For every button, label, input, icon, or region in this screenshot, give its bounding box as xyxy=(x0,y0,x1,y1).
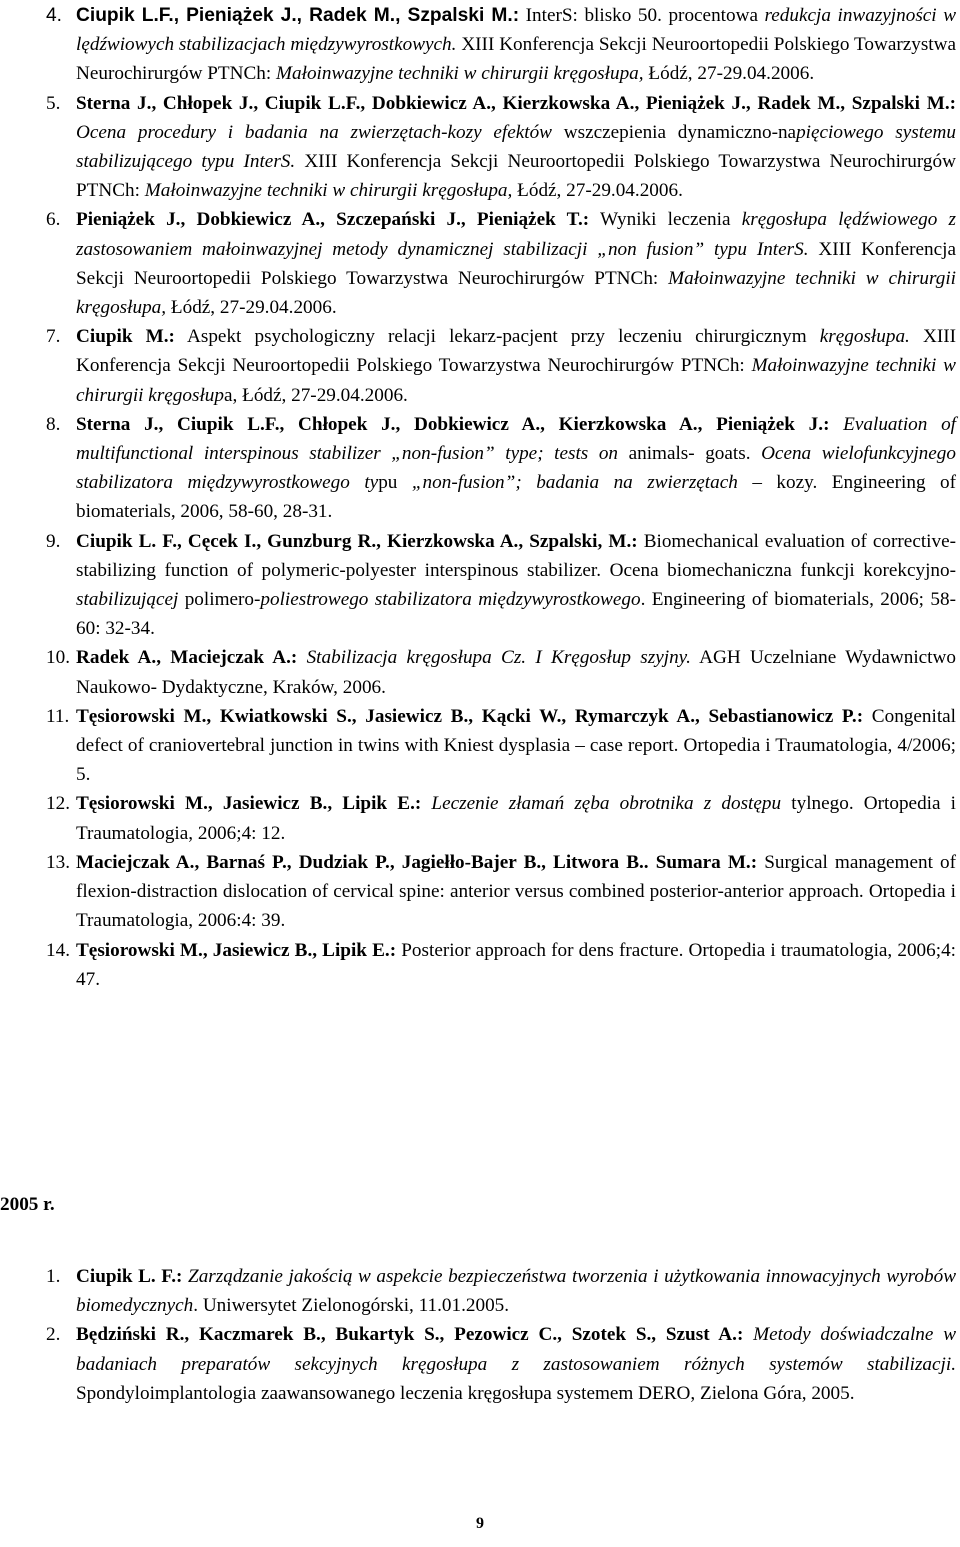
reference-text: Posterior approach for dens fracture. Ortopedia i traumatologia, 2006;4: 47. xyxy=(76,939,956,990)
reference-text: . Engineering of biomaterials, 2006; 58-60: 32-34. xyxy=(76,589,956,640)
reference-authors: Ciupik L. F.: xyxy=(76,1266,183,1287)
reference-number: 14. xyxy=(46,939,70,961)
reference-text: polimero- xyxy=(178,589,261,611)
reference-text: pu xyxy=(378,472,412,494)
reference-item xyxy=(0,936,960,994)
reference-number: 13. xyxy=(46,851,70,873)
reference-item xyxy=(0,1,960,89)
reference-text: Aspekt psychologiczny relacji lekarz-pacjent przy leczeniu chirurgicznym xyxy=(174,326,820,348)
reference-number: 7. xyxy=(46,326,61,348)
reference-text: poliestrowego stabilizatora międzywyrostkowego xyxy=(260,589,641,611)
reference-authors: Radek A., Maciejczak A.: xyxy=(76,647,298,669)
reference-list-2005 xyxy=(0,1262,960,1408)
reference-text: XIII Konferencja Sekcji Neuroortopedii Polskiego Towarzystwa Neurochirurgów PTNCh: xyxy=(76,151,956,202)
reference-number: 8. xyxy=(46,413,61,435)
reference-authors: Ciupik M.: xyxy=(76,326,175,348)
reference-text: pięciowego systemu stabilizującego typu InterS. xyxy=(76,121,956,173)
reference-text: . Uniwersytet Zielonogórski, 11.01.2005. xyxy=(193,1295,510,1317)
reference-item xyxy=(0,643,960,701)
reference-authors: Maciejczak A., Barnaś P., Dudziak P., Jagiełło-Bajer B., Litwora B.. Sumara M.: xyxy=(76,851,758,873)
reference-number: 5. xyxy=(46,92,61,114)
reference-text: Łódź, 27-29.04.2006. xyxy=(643,63,815,85)
reference-text: XIII Konferencja Sekcji Neuroortopedii Polskiego Towarzystwa Neurochirurgów PTNCh: xyxy=(76,238,956,289)
reference-text: Congenital defect of craniovertebral junction in twins with Kniest dysplasia – case report. Ortopedia i Traumatologia, 4/2006; 5. xyxy=(76,705,956,786)
reference-text: animals- goats. xyxy=(618,443,762,465)
reference-text: „non-fusion”; badania na zwierzętach xyxy=(411,472,738,494)
reference-text: Leczenie złamań zęba obrotnika z dostępu xyxy=(421,793,782,815)
reference-item xyxy=(0,702,960,790)
reference-text: AGH Uczelniane Wydawnictwo Naukowo- Dydaktyczne, Kraków, 2006. xyxy=(76,647,956,698)
reference-authors: Sterna J., Ciupik L.F., Chłopek J., Dobkiewicz A., Kierzkowska A., Pieniążek J.: xyxy=(76,413,830,435)
reference-authors: Tęsiorowski M., Jasiewicz B., Lipik E.: xyxy=(76,793,422,815)
reference-number: 2. xyxy=(46,1324,61,1346)
reference-item xyxy=(0,848,960,936)
reference-text: XIII Konferencja Sekcji Neuroortopedii Polskiego Towarzystwa Neurochirurgów PTNCh: xyxy=(76,34,957,85)
reference-text: a, Łódź, 27-29.04.2006. xyxy=(223,384,408,406)
reference-text: Łódź, 27-29.04.2006. xyxy=(512,180,683,202)
reference-number: 6. xyxy=(46,209,61,231)
reference-item xyxy=(0,89,960,206)
reference-text: Spondyloimplantologia zaawansowanego leczenia kręgosłupa systemem DERO, Zielona Góra, 2005. xyxy=(76,1382,855,1404)
reference-item xyxy=(0,1320,960,1408)
reference-item xyxy=(0,527,960,644)
reference-text: Stabilizacja kręgosłupa Cz. I Kręgosłup szyjny. xyxy=(297,647,691,669)
reference-item xyxy=(0,789,960,847)
reference-text: kręgosłupa. xyxy=(819,326,910,348)
reference-authors: Tęsiorowski M., Jasiewicz B., Lipik E.: xyxy=(76,939,397,961)
reference-text: Ocena wielofunkcyjnego stabilizatora międzywyrostkowego ty xyxy=(76,443,956,494)
reference-number: 10. xyxy=(46,647,70,669)
reference-list-2006 xyxy=(0,1,960,994)
reference-text: tylnego. Ortopedia i Traumatologia, 2006;4: 12. xyxy=(76,793,957,844)
reference-text: Małoinwazyjne techniki w chirurgii kręgosłupa, xyxy=(144,180,513,202)
reference-authors: Ciupik L.F., Pieniążek J., Radek M., Szpalski M.: xyxy=(76,5,520,26)
reference-item xyxy=(0,205,960,322)
reference-authors: Tęsiorowski M., Kwiatkowski S., Jasiewicz B., Kącki W., Rymarczyk A., Sebastianowicz P.: xyxy=(76,705,864,727)
reference-number: 11. xyxy=(46,705,70,727)
reference-text: Małoinwazyjne techniki w chirurgii kręgosłup xyxy=(76,355,956,406)
reference-authors: Będziński R., Kaczmarek B., Bukartyk S., Pezowicz C., Szotek S., Szust A.: xyxy=(76,1324,744,1346)
reference-number: 12. xyxy=(46,793,70,815)
reference-text: – kozy. Engineering of biomaterials, 2006, 58-60, 28-31. xyxy=(76,472,957,523)
reference-text: Małoinwazyjne techniki w chirurgii kręgosłupa, xyxy=(76,267,956,319)
reference-number: 9. xyxy=(46,530,61,552)
reference-text: Małoinwazyjne techniki w chirurgii kręgosłupa, xyxy=(276,63,644,85)
reference-text: XIII Konferencja Sekcji Neuroortopedii Polskiego Towarzystwa Neurochirurgów PTNCh: xyxy=(76,326,956,377)
reference-text: wszczepienia dynamiczno-na xyxy=(563,121,797,143)
reference-text: Zarządzanie jakością w aspekcie bezpieczeństwa tworzenia i użytkowania innowacyjnych wyrobów biomedycznych xyxy=(76,1266,956,1317)
reference-text: Evaluation of multifunctional interspinous stabilizer „non-fusion” type; tests on xyxy=(76,413,957,465)
reference-text: redukcja inwazyjności w lędźwiowych stabilizacjach międzywyrostkowych. xyxy=(76,5,956,56)
year-heading: 2005 r. xyxy=(0,1194,55,1215)
reference-text: Łódź, 27-29.04.2006. xyxy=(166,297,337,319)
reference-number: 1. xyxy=(46,1266,61,1287)
reference-text: Metody doświadczalne w badaniach preparatów sekcyjnych kręgosłupa z zastosowaniem różnych systemów stabilizacji. xyxy=(76,1324,956,1375)
reference-text: Wyniki leczenia xyxy=(589,209,742,231)
reference-item xyxy=(0,410,960,527)
reference-item xyxy=(0,1262,960,1320)
reference-text: Surgical management of flexion-distraction dislocation of cervical spine: anterior versus combined posterior-anterior approach. Ortopedia i Traumatologia, 2006:4: 39. xyxy=(76,851,956,932)
reference-text: InterS: blisko 50. procentowa xyxy=(519,5,765,26)
page-number: 9 xyxy=(476,1515,484,1532)
reference-authors: Sterna J., Chłopek J., Ciupik L.F., Dobkiewicz A., Kierzkowska A., Pieniążek J., Radek M., Szpalski M.: xyxy=(76,92,956,114)
reference-text: Biomechanical evaluation of corrective-stabilizing function of polymeric-polyester interspinous stabilizer. Ocena biomechaniczna funkcji korekcyjno- xyxy=(76,530,956,581)
reference-authors: Pieniążek J., Dobkiewicz A., Szczepański J., Pieniążek T.: xyxy=(76,209,590,231)
reference-text: kręgosłupa lędźwiowego z zastosowaniem małoinwazyjnej metody dynamicznej stabilizacji „non fusion” typu InterS. xyxy=(76,209,957,260)
reference-authors: Ciupik L. F., Cęcek I., Gunzburg R., Kierzkowska A., Szpalski, M.: xyxy=(76,530,638,552)
reference-item xyxy=(0,322,960,410)
reference-text: stabilizującej xyxy=(76,589,179,611)
reference-text: Ocena procedury i badania na zwierzętach-kozy efektów xyxy=(76,121,564,143)
reference-number: 4. xyxy=(46,5,63,26)
